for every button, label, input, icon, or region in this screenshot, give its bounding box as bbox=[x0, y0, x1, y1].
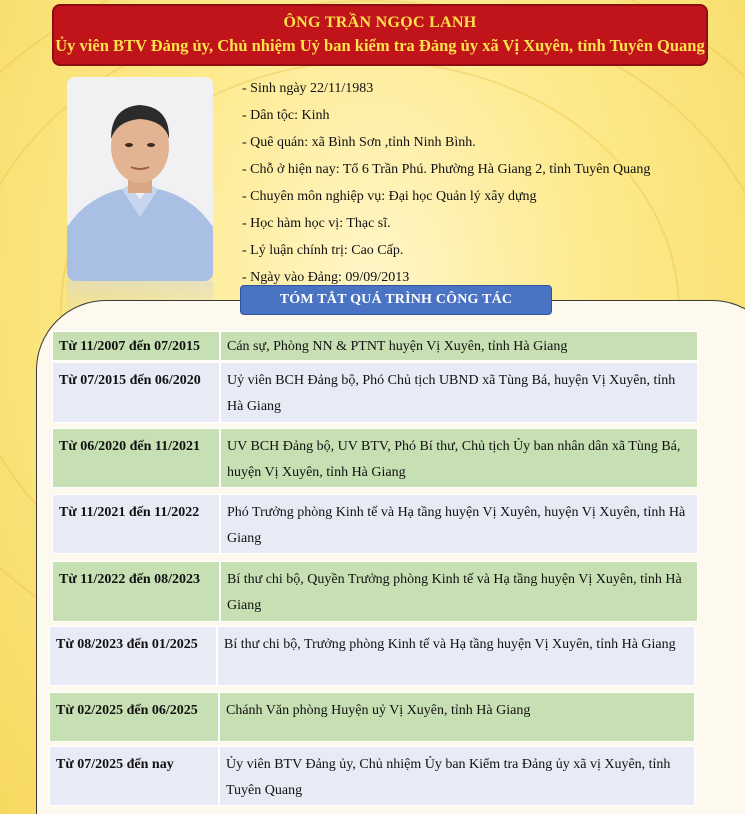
career-summary-title: TÓM TẮT QUÁ TRÌNH CÔNG TÁC bbox=[240, 285, 552, 315]
person-position: Ủy viên BTV Đảng ủy, Chủ nhiệm Uỷ ban kiểm tra Đảng ủy xã Vị Xuyên, tỉnh Tuyên Quang bbox=[55, 36, 705, 55]
header-banner bbox=[52, 4, 708, 66]
personal-info-list bbox=[242, 75, 722, 291]
career-description: Bí thư chi bộ, Trưởng phòng Kinh tế và Hạ tầng huyện Vị Xuyên, tỉnh Hà Giang bbox=[224, 637, 676, 652]
info-party-join-date: - Ngày vào Đảng: 09/09/2013 bbox=[242, 270, 410, 285]
career-row bbox=[49, 692, 695, 742]
career-description: Bí thư chi bộ, Quyền Trưởng phòng Kinh tế và Hạ tầng huyện Vị Xuyên, tỉnh Hà Giang bbox=[227, 572, 682, 613]
career-row bbox=[52, 561, 698, 622]
career-row bbox=[49, 746, 695, 806]
career-description: Chánh Văn phòng Huyện uỷ Vị Xuyên, tỉnh Hà Giang bbox=[226, 703, 531, 718]
career-period: Từ 11/2022 đến 08/2023 bbox=[53, 562, 221, 621]
career-period: Từ 11/2021 đến 11/2022 bbox=[53, 495, 221, 553]
career-description: UV BCH Đảng bộ, UV BTV, Phó Bí thư, Chủ tịch Ủy ban nhân dân xã Tùng Bá, huyện Vị Xuyên, tỉnh Hà Giang bbox=[227, 439, 681, 480]
info-political-theory: - Lý luận chính trị: Cao Cấp. bbox=[242, 243, 404, 258]
career-period: Từ 11/2007 đến 07/2015 bbox=[53, 332, 221, 360]
career-row bbox=[52, 362, 698, 423]
career-period: Từ 07/2025 đến nay bbox=[50, 747, 220, 805]
career-period: Từ 08/2023 đến 01/2025 bbox=[50, 627, 218, 685]
info-birth-date: - Sinh ngày 22/11/1983 bbox=[242, 81, 374, 96]
career-period: Từ 02/2025 đến 06/2025 bbox=[50, 693, 220, 741]
career-row bbox=[52, 428, 698, 488]
info-profession: - Chuyên môn nghiệp vụ: Đại học Quản lý xây dựng bbox=[242, 189, 537, 204]
career-row bbox=[49, 626, 695, 686]
career-description: Ủy viên BTV Đảng ủy, Chủ nhiệm Ủy ban Kiểm tra Đảng ủy xã vị Xuyên, tỉnh Tuyên Quang bbox=[226, 757, 671, 798]
info-hometown: - Quê quán: xã Bình Sơn ,tỉnh Ninh Bình. bbox=[242, 135, 476, 150]
career-description: Uỷ viên BCH Đảng bộ, Phó Chủ tịch UBND xã Tùng Bá, huyện Vị Xuyên, tỉnh Hà Giang bbox=[227, 373, 676, 414]
career-row bbox=[52, 331, 698, 361]
portrait-photo bbox=[67, 77, 213, 281]
career-description: Cán sự, Phòng NN & PTNT huyện Vị Xuyên, tỉnh Hà Giang bbox=[227, 339, 568, 354]
career-row bbox=[52, 494, 698, 554]
info-ethnicity: - Dân tộc: Kinh bbox=[242, 108, 330, 123]
person-name: ÔNG TRẦN NGỌC LANH bbox=[283, 14, 477, 31]
info-academic-degree: - Học hàm học vị: Thạc sĩ. bbox=[242, 216, 391, 231]
career-description: Phó Trưởng phòng Kinh tế và Hạ tầng huyện Vị Xuyên, huyện Vị Xuyên, tỉnh Hà Giang bbox=[227, 505, 686, 546]
career-period: Từ 07/2015 đến 06/2020 bbox=[53, 363, 221, 422]
portrait-image bbox=[67, 77, 213, 281]
career-period: Từ 06/2020 đến 11/2021 bbox=[53, 429, 221, 487]
info-current-address: - Chỗ ở hiện nay: Tổ 6 Trần Phú. Phường Hà Giang 2, tỉnh Tuyên Quang bbox=[242, 162, 651, 177]
